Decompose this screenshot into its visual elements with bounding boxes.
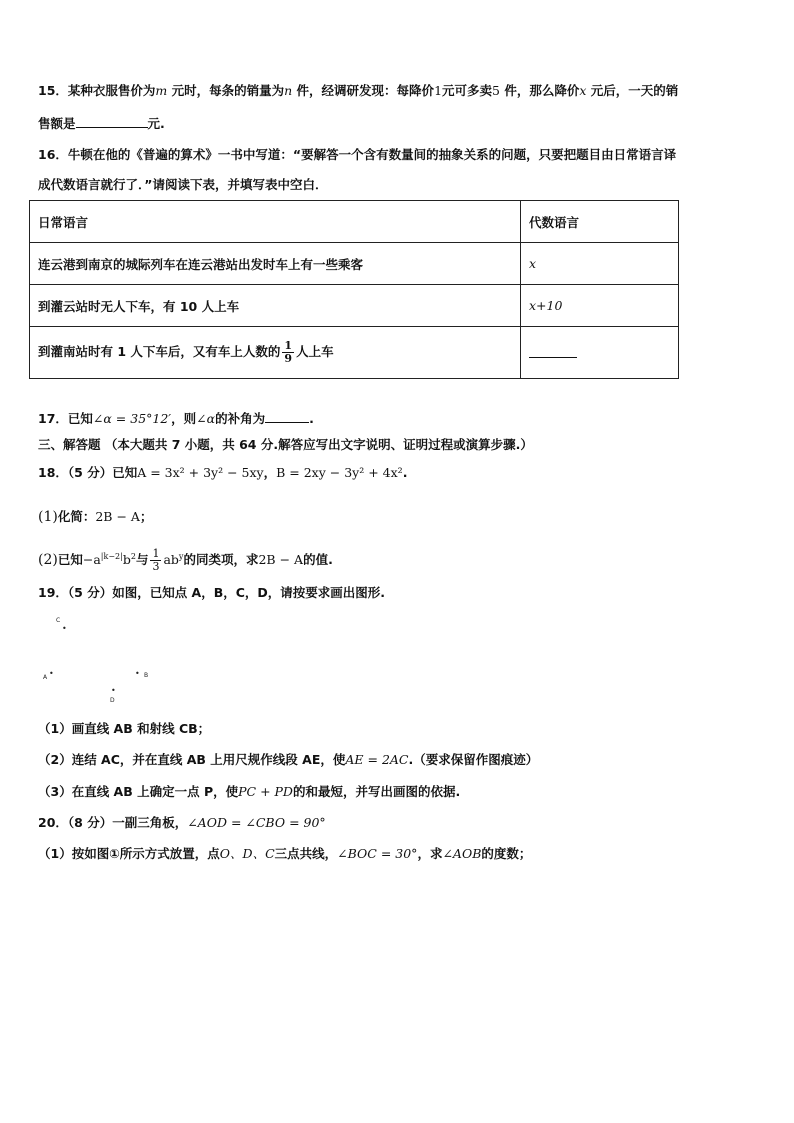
row1-text: 连云港到南京的城际列车在连云港站出发时车上有一些乘客 xyxy=(30,243,521,285)
row3-algebra xyxy=(521,327,679,379)
point-a-dot: • xyxy=(49,669,54,678)
q18-part2: (2)已知$-a^{|k-2|}b^2$与 $\frac{1}{3}$ $ab^y$的同类项，求2B − A的值. xyxy=(38,547,333,573)
header-daily-language: 日常语言 xyxy=(30,201,521,243)
point-c-dot: • xyxy=(62,624,67,633)
row2-algebra: x+10 xyxy=(521,285,679,327)
fraction-one-third: $\frac{1}{3}$ xyxy=(152,547,160,573)
point-b-dot: • xyxy=(135,669,140,678)
row3-text: 到灌南站时有 1 人下车后，又有车上人数的 $\frac{1}{9}$ 人上车 xyxy=(30,327,521,379)
point-c-label: C xyxy=(56,617,61,624)
q16-line1: 16．牛顿在他的《普遍的算术》一书中写道：“要解答一个含有数量间的抽象关系的问题，只要把题目由日常语言译 xyxy=(38,147,677,162)
table-row xyxy=(30,243,679,285)
q19-part1: （1）画直线 AB 和射线 CB； xyxy=(38,721,211,736)
table-row xyxy=(30,327,679,379)
translation-table xyxy=(29,200,679,379)
q17-line: 17．已知∠α = 35°12′，则∠α的补角为 . xyxy=(38,411,314,426)
q18-line: 18．（5 分）已知A = 3x² + 3y² − 5xy，B = 2xy − 3y² + 4x². xyxy=(38,465,408,480)
answer-blank[interactable] xyxy=(265,410,309,423)
section-heading: 三、解答题 （本大题共 7 小题，共 64 分.解答应写出文字说明、证明过程或演算步骤.） xyxy=(38,437,533,452)
row1-algebra: x xyxy=(521,243,679,285)
header-algebraic-language: 代数语言 xyxy=(521,201,679,243)
point-d-label: D xyxy=(110,697,115,704)
point-d-dot: • xyxy=(111,686,116,695)
point-b-label: B xyxy=(144,672,149,679)
q15-line2: 售额是 元. xyxy=(38,116,165,131)
table-row xyxy=(30,285,679,327)
q20-part1: （1）按如图①所示方式放置，点O、D、C三点共线，∠BOC = 30°，求∠AOB的度数； xyxy=(38,846,532,861)
table-header-row xyxy=(30,201,679,243)
q18-part1: (1)化简：2B − A； xyxy=(38,509,153,525)
q19-part2: （2）连结 AC，并在直线 AB 上用尺规作线段 AE，使AE = 2AC.（要求保留作图痕迹） xyxy=(38,752,539,767)
q20-line: 20．（8 分）一副三角板，∠AOD = ∠CBO = 90° xyxy=(38,815,326,830)
q19-title: 19．（5 分）如图，已知点 A，B，C，D，请按要求画出图形. xyxy=(38,585,386,600)
q16-line2: 成代数语言就行了．”请阅读下表，并填写表中空白． xyxy=(38,177,328,192)
answer-blank[interactable] xyxy=(529,345,577,358)
row2-text: 到灌云站时无人下车，有 10 人上车 xyxy=(30,285,521,327)
q19-part3: （3）在直线 AB 上确定一点 P，使PC + PD的和最短，并写出画图的依据. xyxy=(38,784,461,799)
point-a-label: A xyxy=(43,674,48,681)
answer-blank[interactable] xyxy=(76,115,148,128)
fraction-one-ninth: $\frac{1}{9}$ xyxy=(284,339,293,365)
q15-line1: 15．某种衣服售价为m 元时，每条的销量为n 件，经调研发现：每降价1元可多卖5 件，那么降价x 元后，一天的销 xyxy=(38,83,679,98)
